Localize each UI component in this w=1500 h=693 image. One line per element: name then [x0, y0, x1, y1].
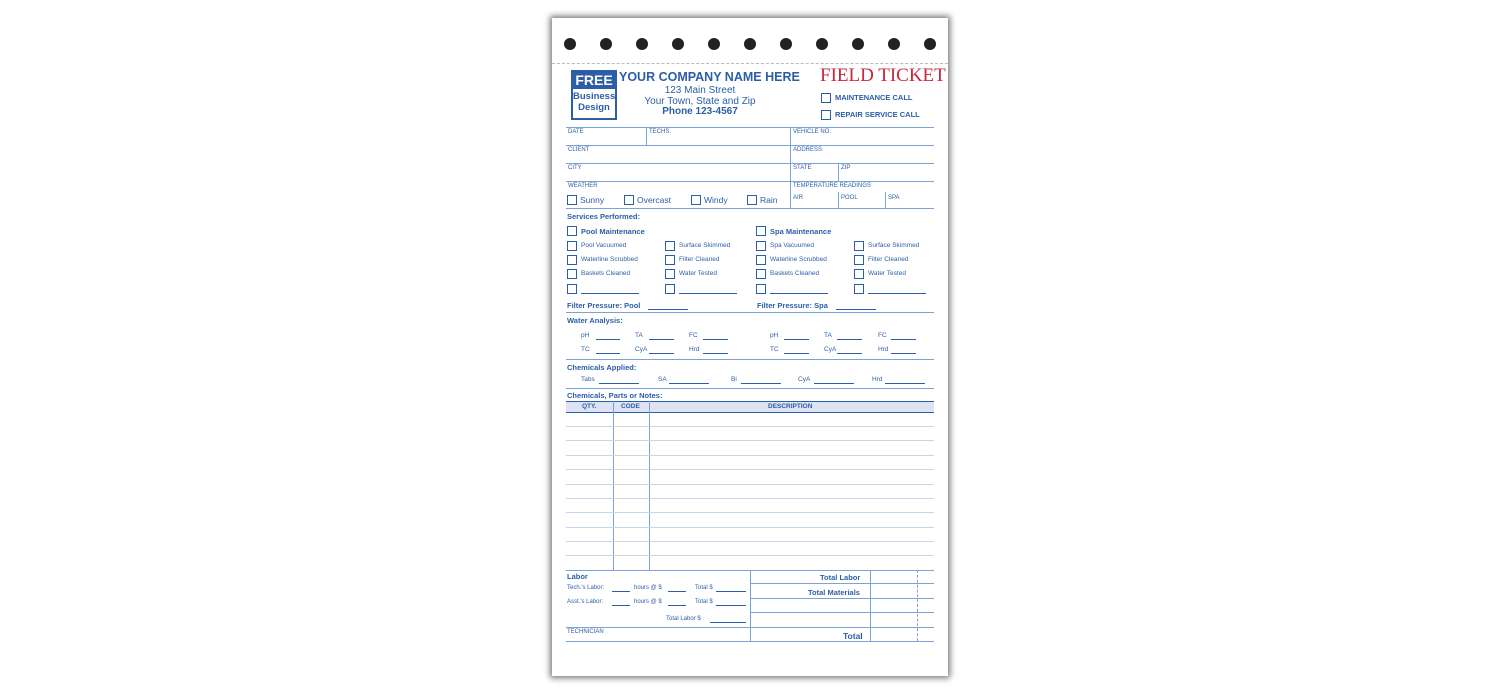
chemical-field-line[interactable]: [885, 383, 925, 384]
chemical-label: Tabs: [581, 376, 595, 383]
service-label: Baskets Cleaned: [581, 270, 631, 277]
air-label: AIR: [793, 195, 804, 201]
perforation-line: [552, 63, 948, 64]
chemical-field-line[interactable]: [599, 383, 639, 384]
punch-hole: [708, 38, 720, 50]
punch-hole: [672, 38, 684, 50]
hours-at-label: hours @ $: [634, 599, 662, 605]
water-field-label: FC: [689, 332, 698, 339]
city-label: CITY: [568, 165, 582, 171]
water-field-label: TA: [824, 332, 832, 339]
weather-label: WEATHER: [568, 183, 598, 189]
total-labor-dollar-label: Total Labor $: [666, 616, 701, 622]
service-checkbox[interactable]: [567, 241, 577, 251]
service-label: Surface Skimmed: [868, 242, 920, 249]
zip-label: ZIP: [841, 165, 851, 171]
grand-total-label: Total: [843, 631, 863, 641]
spa-maintenance-label: Spa Maintenance: [770, 227, 832, 236]
service-label: Surface Skimmed: [679, 242, 731, 249]
service-label: Filter Cleaned: [868, 256, 909, 263]
spa-maintenance-checkbox[interactable]: [756, 226, 766, 236]
temperature-readings-label: TEMPERATURE READINGS: [793, 183, 871, 189]
code-header: CODE: [621, 403, 640, 410]
service-checkbox[interactable]: [854, 284, 864, 294]
labor-heading: Labor: [567, 572, 588, 581]
blank-service-line[interactable]: [868, 293, 926, 294]
labor-total-label: Total $: [695, 585, 713, 591]
service-checkbox[interactable]: [567, 284, 577, 294]
date-label: DATE: [568, 129, 584, 135]
service-checkbox[interactable]: [756, 269, 766, 279]
water-field-line[interactable]: [596, 339, 620, 340]
chemical-field-line[interactable]: [814, 383, 854, 384]
company-phone: Phone 123-4567: [662, 106, 738, 117]
water-field-label: pH: [581, 332, 590, 339]
address-label: ADDRESS: [793, 147, 823, 153]
punch-hole: [564, 38, 576, 50]
windy-checkbox[interactable]: [691, 195, 701, 205]
punch-hole: [780, 38, 792, 50]
description-header: DESCRIPTION: [768, 403, 813, 410]
overcast-label: Overcast: [637, 195, 672, 205]
filter-pressure-spa-label: Filter Pressure: Spa: [757, 301, 828, 310]
service-label: Water Tested: [868, 270, 906, 277]
spa-label: SPA: [888, 195, 900, 201]
total-labor-label: Total Labor: [820, 573, 861, 582]
rain-label: Rain: [760, 195, 778, 205]
filter-pressure-spa-field[interactable]: [836, 309, 876, 310]
water-field-label: CyA: [635, 346, 648, 353]
field-ticket-form: [552, 18, 948, 676]
labor-total-label: Total $: [695, 599, 713, 605]
water-field-line[interactable]: [891, 339, 916, 340]
state-label: STATE: [793, 165, 812, 171]
company-logo: [571, 70, 617, 120]
service-checkbox[interactable]: [756, 255, 766, 265]
service-checkbox[interactable]: [567, 255, 577, 265]
water-field-label: Hrd: [878, 346, 889, 353]
chemical-label: CyA: [798, 376, 811, 383]
water-field-line[interactable]: [784, 339, 809, 340]
service-checkbox[interactable]: [665, 241, 675, 251]
qty-header: QTY.: [582, 403, 597, 410]
water-field-label: TA: [635, 332, 643, 339]
technician-label: TECHNICIAN: [567, 629, 604, 635]
labor-hours-field[interactable]: [612, 605, 630, 606]
vehicle-no-label: VEHICLE NO.: [793, 129, 832, 135]
maintenance-call-label: MAINTENANCE CALL: [835, 93, 913, 102]
water-field-label: pH: [770, 332, 779, 339]
total-materials-label: Total Materials: [808, 588, 860, 597]
chemical-field-line[interactable]: [669, 383, 709, 384]
water-field-label: Hrd: [689, 346, 700, 353]
logo-business-design: Business Design: [573, 91, 616, 113]
chemical-label: SA: [658, 376, 667, 383]
water-analysis-heading: Water Analysis:: [567, 316, 623, 325]
filter-pressure-pool-label: Filter Pressure: Pool: [567, 301, 641, 310]
service-checkbox[interactable]: [567, 269, 577, 279]
service-label: Water Tested: [679, 270, 717, 277]
labor-rate-field[interactable]: [668, 605, 686, 606]
service-checkbox[interactable]: [756, 241, 766, 251]
water-field-label: FC: [878, 332, 887, 339]
labor-total-field[interactable]: [716, 605, 746, 606]
service-checkbox[interactable]: [854, 269, 864, 279]
repair-call-checkbox[interactable]: [821, 110, 831, 120]
service-checkbox[interactable]: [756, 284, 766, 294]
punch-hole: [924, 38, 936, 50]
water-field-label: CyA: [824, 346, 837, 353]
service-checkbox[interactable]: [665, 284, 675, 294]
pool-label: POOL: [841, 195, 858, 201]
maintenance-call-checkbox[interactable]: [821, 93, 831, 103]
water-field-label: TC: [581, 346, 590, 353]
logo-free-text: FREE: [573, 72, 615, 89]
labor-rate-field[interactable]: [668, 591, 686, 592]
sunny-label: Sunny: [580, 195, 605, 205]
pool-maintenance-label: Pool Maintenance: [581, 227, 645, 236]
blank-service-line[interactable]: [679, 293, 737, 294]
punch-hole: [636, 38, 648, 50]
sunny-checkbox[interactable]: [567, 195, 577, 205]
service-checkbox[interactable]: [665, 269, 675, 279]
notes-heading: Chemicals, Parts or Notes:: [567, 391, 663, 400]
service-label: Filter Cleaned: [679, 256, 720, 263]
punch-hole: [852, 38, 864, 50]
punch-hole: [816, 38, 828, 50]
company-city: Your Town, State and Zip: [644, 96, 756, 107]
techs-label: TECHS.: [649, 129, 672, 135]
repair-call-label: REPAIR SERVICE CALL: [835, 110, 920, 119]
chemical-label: Bi: [731, 376, 737, 383]
windy-label: Windy: [704, 195, 728, 205]
pool-maintenance-checkbox[interactable]: [567, 226, 577, 236]
service-label: Spa Vacuumed: [770, 242, 814, 249]
company-street: 123 Main Street: [664, 85, 736, 96]
chemical-label: Hrd: [872, 376, 883, 383]
water-field-line[interactable]: [837, 339, 862, 340]
company-name: YOUR COMPANY NAME HERE: [619, 70, 800, 84]
techs-labor-label: Tech.'s Labor:: [567, 585, 605, 591]
water-field-label: TC: [770, 346, 779, 353]
water-field-line[interactable]: [837, 353, 862, 354]
water-field-line[interactable]: [891, 353, 916, 354]
chemical-field-line[interactable]: [741, 383, 781, 384]
labor-total-field[interactable]: [716, 591, 746, 592]
form-title: FIELD TICKET: [820, 65, 946, 86]
services-heading: Services Performed:: [567, 212, 640, 221]
water-field-line[interactable]: [649, 353, 674, 354]
punch-hole: [600, 38, 612, 50]
service-label: Waterline Scrubbed: [581, 256, 638, 263]
water-field-line[interactable]: [649, 339, 674, 340]
service-label: Baskets Cleaned: [770, 270, 820, 277]
service-label: Pool Vacuumed: [581, 242, 627, 249]
total-labor-field[interactable]: [710, 622, 746, 623]
punch-hole: [888, 38, 900, 50]
filter-pressure-pool-field[interactable]: [648, 309, 688, 310]
service-checkbox[interactable]: [665, 255, 675, 265]
blank-service-line[interactable]: [581, 293, 639, 294]
punch-hole: [744, 38, 756, 50]
water-field-line[interactable]: [784, 353, 809, 354]
service-checkbox[interactable]: [854, 255, 864, 265]
water-field-line[interactable]: [703, 339, 728, 340]
water-field-line[interactable]: [703, 353, 728, 354]
client-label: CLIENT: [568, 147, 590, 153]
service-checkbox[interactable]: [854, 241, 864, 251]
chemicals-applied-heading: Chemicals Applied:: [567, 363, 637, 372]
assts-labor-label: Asst.'s Labor:: [567, 599, 604, 605]
labor-hours-field[interactable]: [612, 591, 630, 592]
service-label: Waterline Scrubbed: [770, 256, 827, 263]
overcast-checkbox[interactable]: [624, 195, 634, 205]
rain-checkbox[interactable]: [747, 195, 757, 205]
water-field-line[interactable]: [596, 353, 620, 354]
blank-service-line[interactable]: [770, 293, 828, 294]
hours-at-label: hours @ $: [634, 585, 662, 591]
